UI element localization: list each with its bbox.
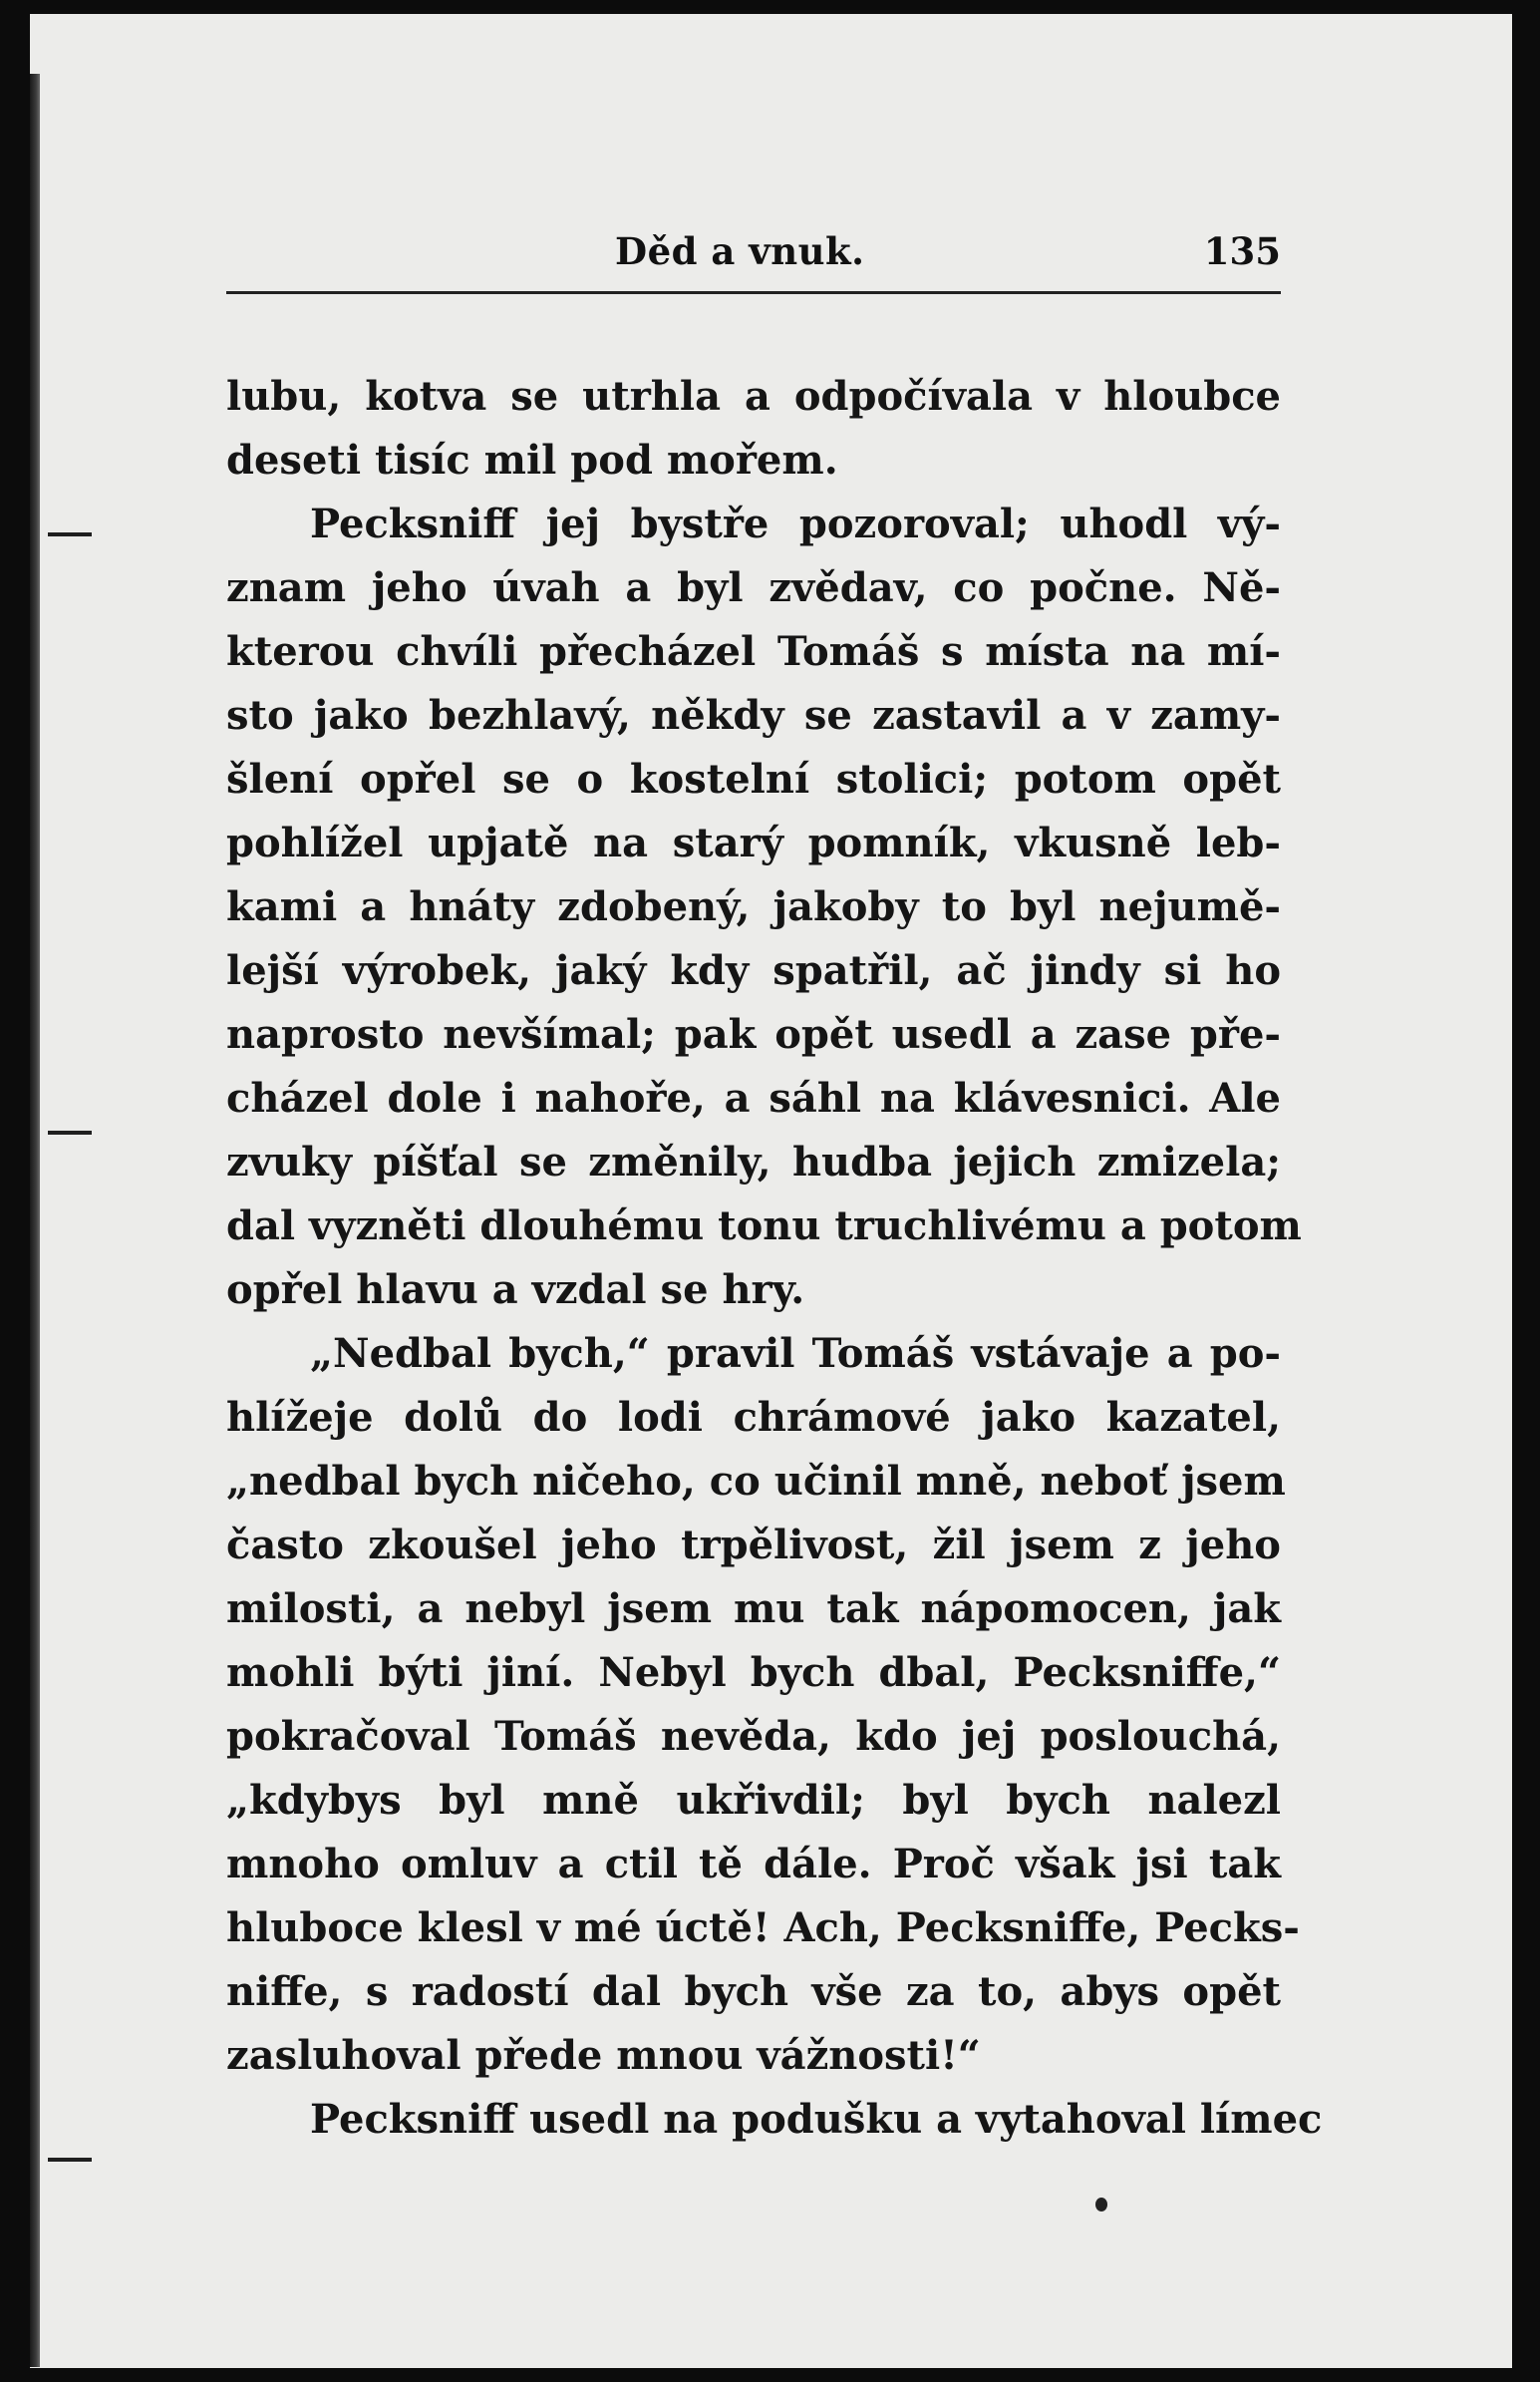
text-line: dal vyzněti dlouhému tonu truchlivému a potom <box>226 1202 1302 1249</box>
text-line: lejší výrobek, jaký kdy spatřil, ač jindy si ho <box>226 947 1281 994</box>
text-line: deseti tisíc mil pod mořem. <box>226 437 838 484</box>
scanned-page <box>30 14 1512 2368</box>
text-line: Pecksniff usedl na podušku a vytahoval límec <box>310 2096 1323 2143</box>
printer-mark <box>1095 2198 1107 2212</box>
text-line: zasluhoval přede mnou vážnosti!“ <box>226 2032 981 2079</box>
text-line: hlížeje dolů do lodi chrámové jako kazatel, <box>226 1394 1281 1441</box>
text-line: „Nedbal bych,“ pravil Tomáš vstávaje a po- <box>310 1330 1281 1377</box>
text-line: kterou chvíli přecházel Tomáš s místa na mí- <box>226 628 1281 675</box>
text-line: sto jako bezhlavý, někdy se zastavil a v zamy- <box>226 692 1281 739</box>
text-line: hluboce klesl v mé úctě! Ach, Pecksniffe, Pecks- <box>226 1904 1300 1951</box>
binding-edge <box>30 74 40 2367</box>
body-text <box>226 365 1323 2152</box>
page-content <box>226 14 1323 2368</box>
text-line: „nedbal bych ničeho, co učinil mně, neboť jsem <box>226 1458 1286 1505</box>
binding-mark <box>48 1131 92 1135</box>
text-line: zvuky píšťal se změnily, hudba jejich zmizela; <box>226 1139 1281 1186</box>
text-line: milosti, a nebyl jsem mu tak nápomocen, jak <box>226 1585 1281 1632</box>
running-title: Děd a vnuk. <box>615 229 865 273</box>
header-rule <box>226 291 1281 294</box>
running-head <box>226 229 1281 279</box>
text-line: „kdybys byl mně ukřivdil; byl bych nalezl <box>226 1777 1281 1824</box>
binding-mark <box>48 532 92 536</box>
text-line: mnoho omluv a ctil tě dále. Proč však jsi tak <box>226 1841 1281 1887</box>
text-line: šlení opřel se o kostelní stolici; potom opět <box>226 756 1281 803</box>
binding-mark <box>48 2158 92 2162</box>
text-line: cházel dole i nahoře, a sáhl na klávesnici. Ale <box>226 1075 1281 1122</box>
text-line: Pecksniff jej bystře pozoroval; uhodl vý- <box>310 501 1281 547</box>
text-line: naprosto nevšímal; pak opět usedl a zase pře- <box>226 1011 1281 1058</box>
text-line: pohlížel upjatě na starý pomník, vkusně leb- <box>226 820 1281 866</box>
text-line: lubu, kotva se utrhla a odpočívala v hloubce <box>226 373 1281 420</box>
text-line: opřel hlavu a vzdal se hry. <box>226 1266 805 1313</box>
page-number: 135 <box>1203 229 1281 273</box>
text-line: znam jeho úvah a byl zvědav, co počne. Ně- <box>226 564 1281 611</box>
text-line: pokračoval Tomáš nevěda, kdo jej poslouchá, <box>226 1713 1281 1760</box>
text-line: mohli býti jiní. Nebyl bych dbal, Pecksniffe,“ <box>226 1649 1281 1696</box>
text-line: niffe, s radostí dal bych vše za to, abys opět <box>226 1968 1281 2015</box>
text-line: často zkoušel jeho trpělivost, žil jsem z jeho <box>226 1522 1281 1568</box>
text-line: kami a hnáty zdobený, jakoby to byl nejumě- <box>226 883 1281 930</box>
